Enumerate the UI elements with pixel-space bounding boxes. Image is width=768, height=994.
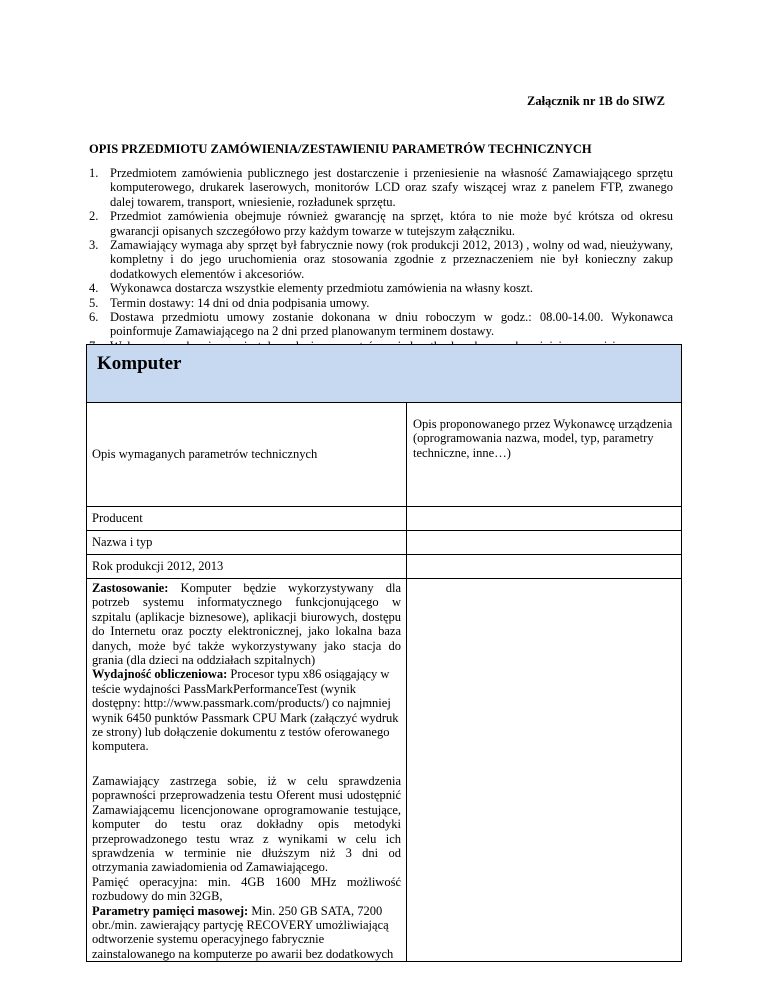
answer-cell[interactable] — [407, 531, 682, 555]
table-row — [87, 555, 682, 579]
list-item: 6. Dostawa przedmiotu umowy zostanie dokonana w dniu roboczym w godz.: 08.00-14.00. Wykonawca poinformuje Zamawiającego na 2 dni przed planowanym terminem dostawy. — [89, 310, 673, 339]
list-item: 3. Zamawiający wymaga aby sprzęt był fabrycznie nowy (rok produkcji 2012, 2013) , wolny od wad, nieużywany, kompletny i do jego uruchomienia oraz stosowania zgodnie z przeznaczeniem nie był konieczny zakup dodatkowych elementów i akcesoriów. — [89, 238, 673, 281]
list-item: 4. Wykonawca dostarcza wszystkie elementy przedmiotu zamówienia na własny koszt. — [89, 281, 534, 296]
spec-table — [86, 344, 682, 962]
row-label-producent: Producent — [87, 507, 407, 531]
table-row — [87, 531, 682, 555]
pamiec-paragraph: Pamięć operacyjna: min. 4GB 1600 MHz możliwość rozbudowy do min 32GB, — [92, 874, 401, 904]
wydajnosc-paragraph: Wydajność obliczeniowa: Procesor typu x86 osiągający w teście wydajności PassMarkPerformanceTest (wynik dostępny: http://www.passmark.com/products/) co najmniej wynik 6450 punktów Passmark CPU Mark (załączyć wydruk ze strony) lub dołączenie dokumentu z testów oferowanego komputera. — [92, 667, 399, 754]
document-title: OPIS PRZEDMIOTU ZAMÓWIENIA/ZESTAWIENIU PARAMETRÓW TECHNICZNYCH — [89, 142, 592, 156]
col2-header: Opis proponowanego przez Wykonawcę urządzenia (oprogramowania nazwa, model, typ, parametry techniczne, inne…) — [407, 403, 682, 507]
list-item: 5. Termin dostawy: 14 dni od dnia podpisania umowy. — [89, 295, 370, 310]
annex-label: Załącznik nr 1B do SIWZ — [527, 94, 666, 108]
row-label-nazwa: Nazwa i typ — [87, 531, 407, 555]
answer-cell[interactable] — [407, 555, 682, 579]
pamiec-masowa-paragraph: Parametry pamięci masowej: Min. 250 GB SATA, 7200 obr./min. zawierający partycję RECOVERY umożliwiającą odtworzenie systemu operacyjnego fabrycznie zainstalowanego na komputerze po awarii bez dodatkowych — [92, 903, 394, 961]
table-heading: Komputer — [97, 353, 182, 374]
table-row — [87, 579, 682, 962]
spec-details-cell — [87, 579, 407, 962]
table-heading-row — [87, 345, 682, 403]
answer-cell[interactable] — [407, 507, 682, 531]
zastosowanie-paragraph: Zastosowanie: Komputer będzie wykorzystywany dla potrzeb systemu informatycznego funkcjonującego w szpitalu (aplikacje biznesowe), aplikacji biurowych, dostępu do Internetu oraz poczty elektronicznej, jako lokalna baza danych, może być także wykorzystywany jako stacja do grania (dla dzieci na oddziałach szpitalnych) — [92, 581, 401, 668]
zastrzega-paragraph: Zamawiający zastrzega sobie, iż w celu sprawdzenia poprawności przeprowadzenia testu Oferent musi udostępnić Zamawiającemu licencjonowane oprogramowanie testujące, komputer do testu oraz dokładny opis metodyki przeprowadzonego testu wraz z wynikami w celu ich sprawdzenia w terminie nie dłuższym niż 3 dni od otrzymania zawiadomienia od Zamawiającego. — [92, 773, 401, 875]
requirements-list — [89, 166, 673, 353]
column-header-row — [87, 403, 682, 507]
answer-cell[interactable] — [407, 579, 682, 962]
list-item: 1. Przedmiotem zamówienia publicznego jest dostarczenie i przeniesienie na własność Zamawiającego sprzętu komputerowego, drukarek laserowych, monitorów LCD oraz szafy wiszącej wraz z panelem FTP, zwanego dalej towarem, transport, wniesienie, rozładunek sprzętu. — [89, 166, 673, 209]
col1-header: Opis wymaganych parametrów technicznych — [87, 403, 407, 507]
list-item: 2. Przedmiot zamówienia obejmuje również gwarancję na sprzęt, która to nie może być krótsza od okresu gwarancji opisanych szczegółowo przy każdym towarze w tutejszym załączniku. — [89, 209, 673, 238]
table-row — [87, 507, 682, 531]
row-label-rok: Rok produkcji 2012, 2013 — [87, 555, 407, 579]
